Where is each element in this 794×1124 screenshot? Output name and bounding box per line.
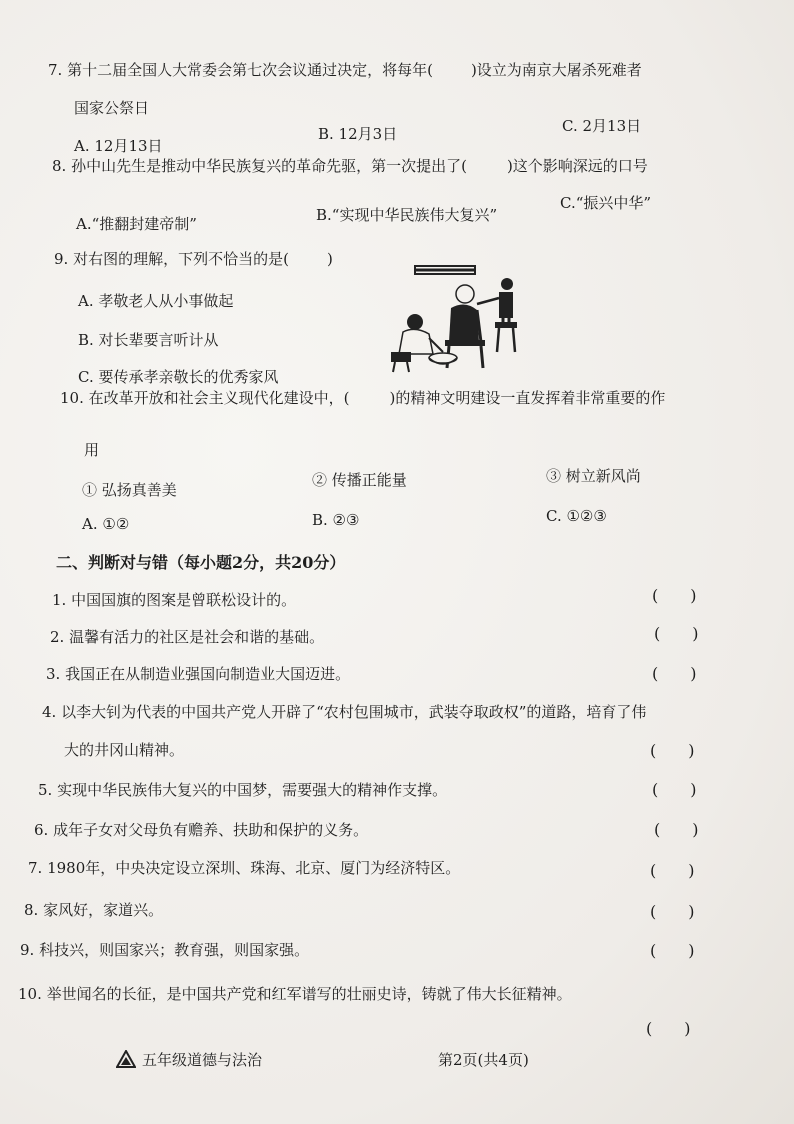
judge-item-8: 8. 家风好，家道兴。	[24, 901, 164, 919]
q8-stem-part2: )这个影响深远的口号	[506, 157, 648, 175]
q8-option-b: B.“实现中华民族伟大复兴”	[316, 206, 498, 224]
q10-stem-part1: 10. 在改革开放和社会主义现代化建设中，(	[60, 389, 350, 407]
q9-option-a: A. 孝敬老人从小事做起	[78, 292, 234, 310]
q9-option-b: B. 对长辈要言听计从	[78, 331, 219, 349]
q7-stem-part1: 7. 第十二届全国人大常委会第七次会议通过决定，将每年(	[48, 61, 433, 79]
q7-stem-part2: )设立为南京大屠杀死难者	[470, 61, 642, 79]
q10-stem	[60, 388, 665, 408]
triangle-icon	[116, 1050, 136, 1068]
footer-page-number: 第2页(共4页)	[438, 1051, 529, 1069]
q9-stem-part1: 9. 对右图的理解，下列不恰当的是(	[54, 250, 289, 268]
q10-item-3: ③ 树立新风尚	[546, 467, 641, 485]
judge-item-2: 2. 温馨有活力的社区是社会和谐的基础。	[50, 628, 325, 646]
judge-item-1: 1. 中国国旗的图案是曾联松设计的。	[52, 591, 297, 609]
judge-item-5: 5. 实现中华民族伟大复兴的中国梦，需要强大的精神作支撑。	[38, 781, 448, 799]
q10-stem-part2: )的精神文明建设一直发挥着非常重要的作	[389, 389, 666, 407]
q7-option-c: C. 2月13日	[562, 117, 642, 135]
judge-answer-3: ( )	[652, 664, 697, 683]
judge-answer-5: ( )	[652, 780, 697, 799]
q7-option-a: A. 12月13日	[74, 137, 163, 155]
footer-subject: 五年级道德与法治	[142, 1051, 263, 1069]
judge-answer-9: ( )	[650, 941, 695, 960]
judge-item-4-line2: 大的井冈山精神。	[64, 741, 185, 759]
q8-option-a: A.“推翻封建帝制”	[76, 215, 197, 233]
family-filial-piety-illustration	[385, 262, 521, 374]
q9-stem	[54, 249, 333, 269]
judge-answer-2: ( )	[654, 624, 699, 643]
judge-item-10: 10. 举世闻名的长征，是中国共产党和红军谱写的壮丽史诗，铸就了伟大长征精神。	[18, 985, 572, 1003]
judge-answer-10: ( )	[646, 1019, 691, 1038]
q10-stem-line2: 用	[84, 441, 100, 459]
judge-item-3: 3. 我国正在从制造业强国向制造业大国迈进。	[46, 665, 351, 683]
judge-item-7: 7. 1980年，中央决定设立深圳、珠海、北京、厦门为经济特区。	[28, 859, 461, 877]
q7-option-b: B. 12月3日	[318, 125, 398, 143]
judge-answer-4: ( )	[650, 741, 695, 760]
judge-item-4: 4. 以李大钊为代表的中国共产党人开辟了“农村包围城市，武装夺取政权”的道路，培育了伟	[42, 703, 647, 721]
q7-stem	[48, 60, 642, 80]
judge-answer-7: ( )	[650, 861, 695, 880]
section-judge-title: 二、判断对与错（每小题2分，共20分）	[56, 553, 346, 572]
q8-option-c: C.“振兴中华”	[560, 194, 652, 212]
q8-stem-part1: 8. 孙中山先生是推动中华民族复兴的革命先驱，第一次提出了(	[52, 157, 467, 175]
judge-answer-6: ( )	[654, 820, 699, 839]
q10-item-2: ② 传播正能量	[312, 471, 407, 489]
judge-item-9: 9. 科技兴，则国家兴；教育强，则国家强。	[20, 941, 310, 959]
judge-answer-1: ( )	[652, 586, 697, 605]
q9-option-c: C. 要传承孝亲敬长的优秀家风	[78, 368, 279, 386]
judge-answer-8: ( )	[650, 902, 695, 921]
q8-stem	[52, 156, 648, 176]
q7-stem-line2: 国家公祭日	[74, 99, 150, 117]
q10-option-b: B. ②③	[312, 511, 360, 529]
q10-option-c: C. ①②③	[546, 507, 607, 525]
q10-option-a: A. ①②	[82, 515, 130, 533]
judge-item-6: 6. 成年子女对父母负有赡养、扶助和保护的义务。	[34, 821, 369, 839]
q10-item-1: ① 弘扬真善美	[82, 481, 177, 499]
q9-stem-part2: )	[326, 250, 333, 268]
